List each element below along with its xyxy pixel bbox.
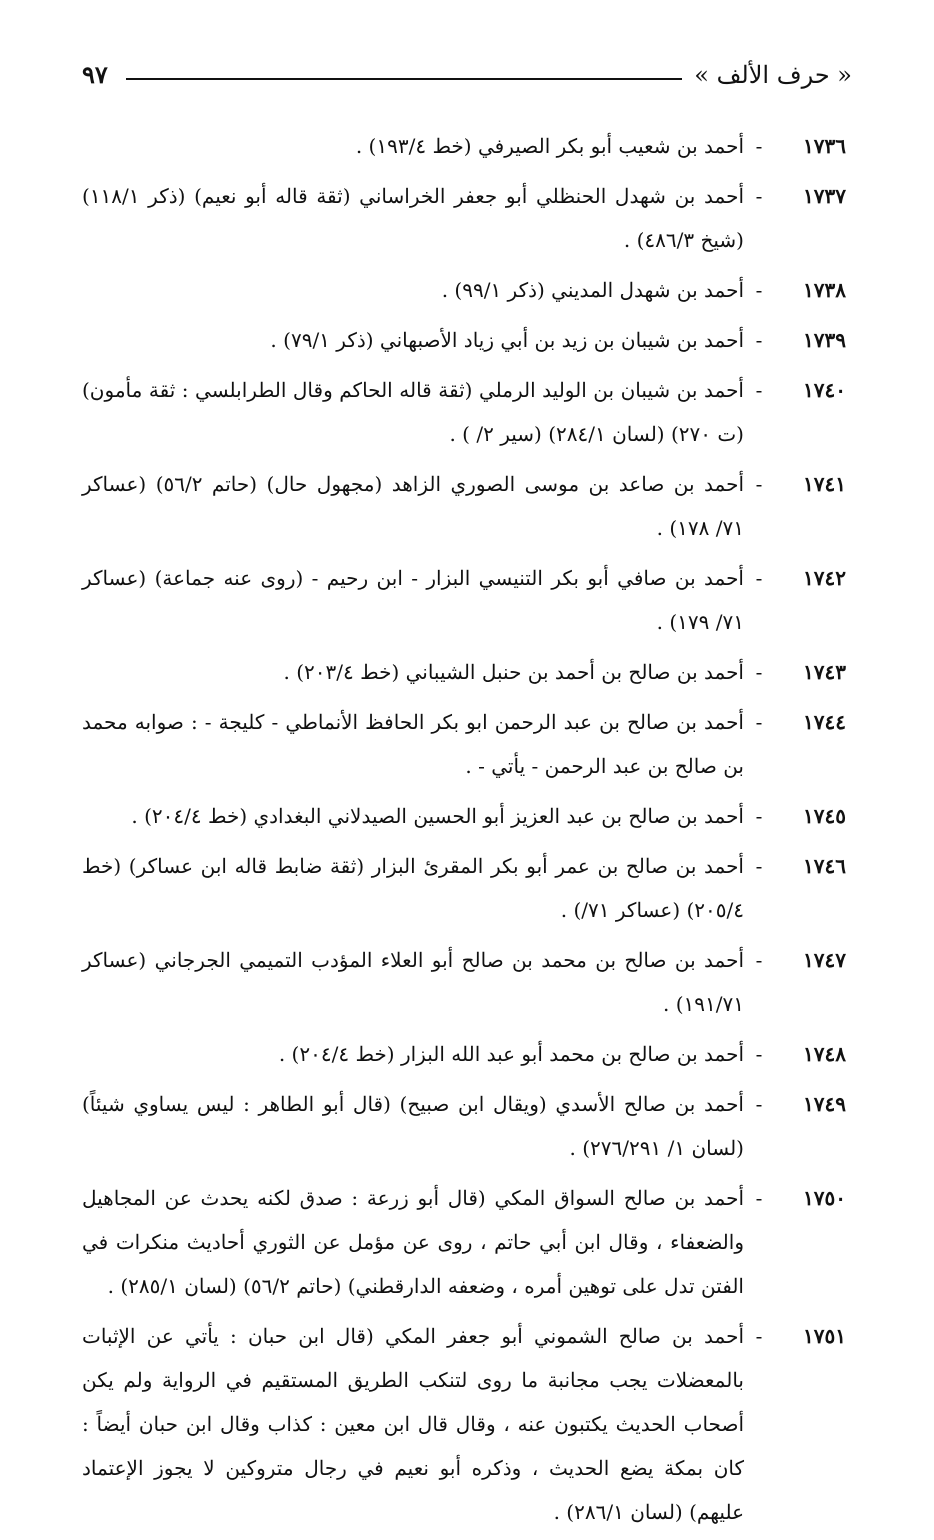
entry-1742 — [82, 556, 846, 644]
entry-number: ١٧٤٦ — [803, 854, 846, 878]
entry-dash: - — [755, 804, 763, 828]
entry-1750 — [82, 1176, 846, 1308]
entry-dash: - — [755, 660, 763, 684]
entry-number: ١٧٤١ — [803, 472, 846, 496]
entry-text: أحمد بن صالح بن عبد الرحمن ابو بكر الحافظ الأنماطي - كليجة - : صوابه محمد بن صالح بن عبد الرحمن - يأتي - . — [82, 710, 744, 778]
entry-1747 — [82, 938, 846, 1026]
entry-number: ١٧٤٩ — [803, 1092, 846, 1116]
entry-text: أحمد بن صالح بن عمر أبو بكر المقرئ البزار (ثقة ضابط قاله ابن عساكر) (خط ٢٠٥/٤) (عساكر ٧١/) . — [82, 854, 744, 922]
entry-1749 — [82, 1082, 846, 1170]
entry-text: أحمد بن شعيب أبو بكر الصيرفي (خط ١٩٣/٤) . — [355, 134, 744, 158]
entry-number: ١٧٤٢ — [803, 566, 846, 590]
entry-1737 — [82, 174, 846, 262]
entry-1738 — [82, 268, 846, 312]
entry-text: أحمد بن صالح السواق المكي (قال أبو زرعة : صدق لكنه يحدث عن المجاهيل والضعفاء ، وقال ابن أبي حاتم ، روى عن مؤمل عن الثوري أحاديث منكرات في الفتن تدل على توهين أمره ، وضعفه الدارقطني) (حاتم ٥٦/٢) (لسان ٢٨٥/١) . — [82, 1186, 744, 1298]
entry-dash: - — [755, 134, 763, 158]
entry-text: أحمد بن صالح بن عبد العزيز أبو الحسين الصيدلاني البغدادي (خط ٢٠٤/٤) . — [131, 804, 744, 828]
entry-text: أحمد بن صالح بن محمد أبو عبد الله البزار (خط ٢٠٤/٤) . — [278, 1042, 744, 1066]
entry-text: أحمد بن صالح بن محمد بن صالح أبو العلاء المؤدب التميمي الجرجاني (عساكر ١٩١/٧١) . — [82, 948, 744, 1016]
entry-1744 — [82, 700, 846, 788]
entry-1741 — [82, 462, 846, 550]
entry-text: أحمد بن صالح الشموني أبو جعفر المكي (قال ابن حبان : يأتي عن الإثبات بالمعضلات يجب مجانبة ما روى لتنكب الطريق المستقيم في الرواية ولم يكن أصحاب الحديث يكتبون عنه ، وقال قال ابن معين : كذاب وقال ابن حبان أيضاً : كان بمكة يضع الحديث ، وذكره أبو نعيم في رجال متروكين لا يجوز الإعتماد عليهم) (لسان ٢٨٦/١) . — [82, 1324, 744, 1524]
entry-1736 — [82, 124, 846, 168]
running-header — [82, 54, 852, 94]
entry-number: ١٧٤٧ — [803, 948, 846, 972]
entry-dash: - — [755, 566, 763, 590]
entry-dash: - — [755, 1186, 763, 1210]
entry-text: أحمد بن صاعد بن موسى الصوري الزاهد (مجهول حال) (حاتم ٥٦/٢) (عساكر ٧١/ ١٧٨) . — [82, 472, 744, 540]
entry-dash: - — [755, 184, 763, 208]
page-number: ٩٧ — [82, 60, 108, 89]
entry-text: أحمد بن شيبان بن زيد بن أبي زياد الأصبهاني (ذكر ٧٩/١) . — [270, 328, 744, 352]
entry-text: أحمد بن شهدل الحنظلي أبو جعفر الخراساني (ثقة قاله أبو نعيم) (ذكر ١١٨/١) (شيخ ٤٨٦/٣) . — [82, 184, 744, 252]
entry-text: أحمد بن صالح الأسدي (ويقال ابن صبيح) (قال أبو الطاهر : ليس يساوي شيئاً) (لسان ١/ ٢٧٦/٢٩١) . — [82, 1092, 744, 1160]
entry-1740 — [82, 368, 846, 456]
entry-dash: - — [755, 1092, 763, 1116]
entry-1751 — [82, 1314, 846, 1534]
entry-number: ١٧٤٥ — [803, 804, 846, 828]
entry-number: ١٧٤٠ — [803, 378, 846, 402]
entry-number: ١٧٣٧ — [803, 184, 846, 208]
entry-text: أحمد بن صالح بن أحمد بن حنبل الشيباني (خط ٢٠٣/٤) . — [283, 660, 744, 684]
entry-text: أحمد بن صافي أبو بكر التنيسي البزار - ابن رحيم - (روى عنه جماعة) (عساكر ٧١/ ١٧٩) . — [82, 566, 744, 634]
entry-1748 — [82, 1032, 846, 1076]
entry-dash: - — [755, 854, 763, 878]
entry-dash: - — [755, 472, 763, 496]
entry-1743 — [82, 650, 846, 694]
entry-number: ١٧٣٦ — [803, 134, 846, 158]
entry-dash: - — [755, 1042, 763, 1066]
entry-dash: - — [755, 278, 763, 302]
entry-number: ١٧٤٤ — [803, 710, 846, 734]
entry-dash: - — [755, 710, 763, 734]
entry-text: أحمد بن شيبان بن الوليد الرملي (ثقة قاله الحاكم وقال الطرابلسي : ثقة مأمون) (ت ٢٧٠) (لسان ٢٨٤/١) (سير ٢/ ) . — [82, 378, 744, 446]
entry-1746 — [82, 844, 846, 932]
entry-number: ١٧٣٨ — [803, 278, 846, 302]
entry-dash: - — [755, 328, 763, 352]
entry-number: ١٧٤٣ — [803, 660, 846, 684]
entry-1739 — [82, 318, 846, 362]
entry-dash: - — [755, 378, 763, 402]
header-rule — [126, 78, 682, 80]
entry-1745 — [82, 794, 846, 838]
running-title: « حرف الألف » — [694, 61, 852, 89]
entry-number: ١٧٥١ — [803, 1324, 846, 1348]
entry-number: ١٧٤٨ — [803, 1042, 846, 1066]
entry-dash: - — [755, 1324, 763, 1348]
entry-number: ١٧٣٩ — [803, 328, 846, 352]
entry-dash: - — [755, 948, 763, 972]
entry-text: أحمد بن شهدل المديني (ذكر ٩٩/١) . — [441, 278, 744, 302]
entry-number: ١٧٥٠ — [803, 1186, 846, 1210]
entry-list — [82, 124, 846, 1540]
